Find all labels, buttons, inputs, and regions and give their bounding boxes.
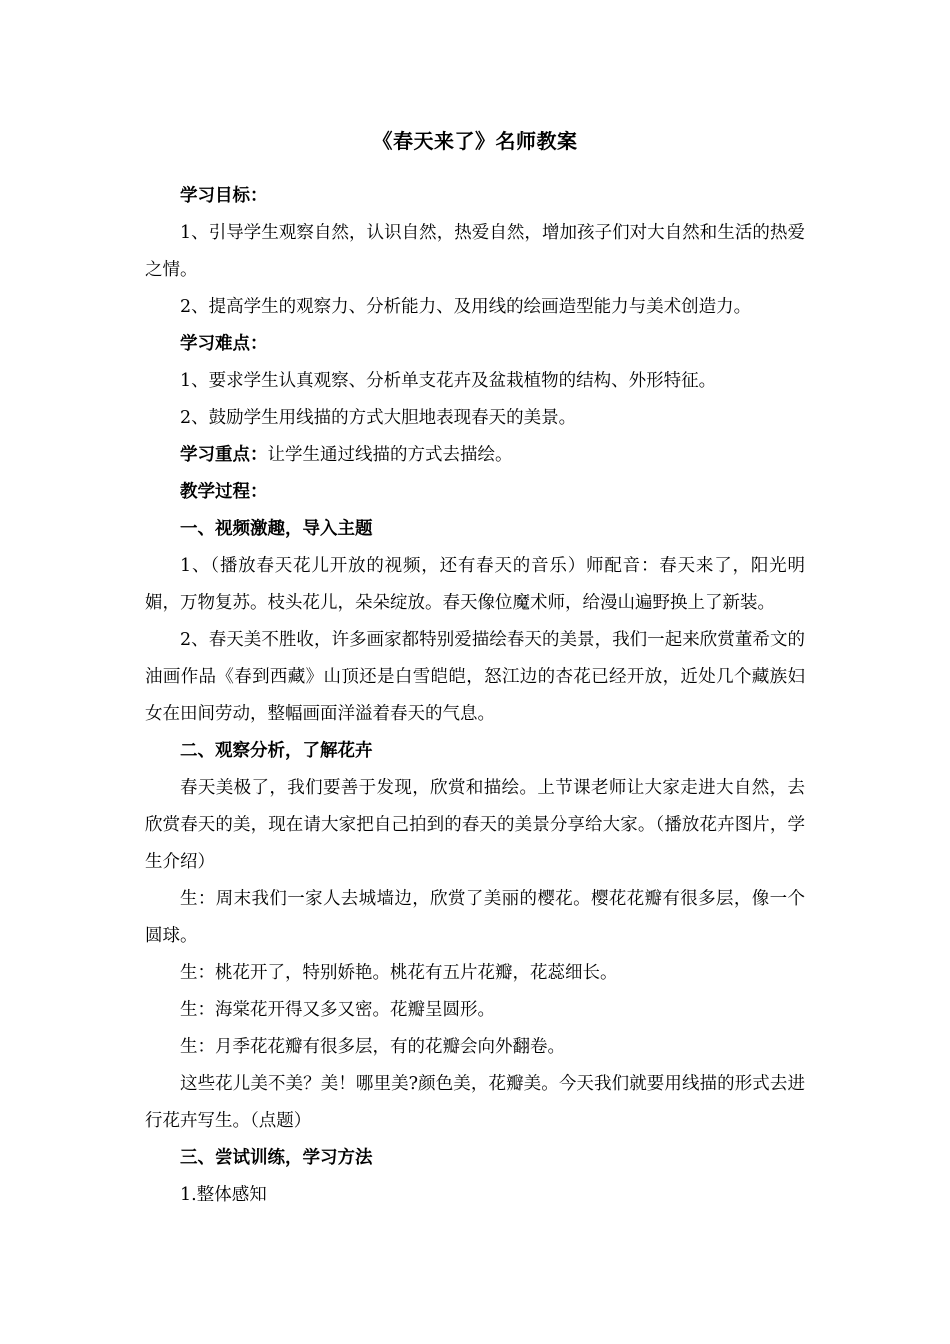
difficulty-1: 1、要求学生认真观察、分析单支花卉及盆栽植物的结构、外形特征。 (180, 371, 717, 391)
section-3-heading: 三、尝试训练，学习方法 (180, 1148, 373, 1168)
section-2-paragraph-2: 生：周末我们一家人去城墙边，欣赏了美丽的樱花。樱花花瓣有很多层，像一个圆球。 (145, 889, 805, 946)
section-2-paragraph-5: 生：月季花花瓣有很多层，有的花瓣会向外翻卷。 (180, 1037, 565, 1057)
section-2-heading: 二、观察分析，了解花卉 (180, 741, 373, 761)
focus-paragraph (145, 437, 805, 474)
document-title: 《春天来了》名师教案 (372, 129, 578, 153)
section-1-paragraph-1: 1、（播放春天花儿开放的视频，还有春天的音乐）师配音：春天来了，阳光明媚，万物复苏。枝头花儿，朵朵绽放。春天像位魔术师，给漫山遍野换上了新装。 (145, 556, 805, 613)
focus-text: 让学生通过线描的方式去描绘。 (267, 445, 513, 465)
section-2-paragraph-6: 这些花儿美不美？美！哪里美?颜色美，花瓣美。今天我们就要用线描的形式去进行花卉写生。（点题） (145, 1074, 805, 1131)
section-2-paragraph-3: 生：桃花开了，特别娇艳。桃花有五片花瓣，花蕊细长。 (180, 963, 618, 983)
difficulty-2: 2、鼓励学生用线描的方式大胆地表现春天的美景。 (180, 408, 577, 428)
section-1-heading: 一、视频激趣，导入主题 (180, 519, 373, 539)
goal-1: 1、引导学生观察自然，认识自然，热爱自然，增加孩子们对大自然和生活的热爱之情。 (145, 223, 805, 280)
section-2-paragraph-4: 生：海棠花开得又多又密。花瓣呈圆形。 (180, 1000, 495, 1020)
difficulty-heading: 学习难点： (180, 334, 268, 354)
process-heading: 教学过程： (180, 482, 268, 502)
section-1-paragraph-2: 2、春天美不胜收，许多画家都特别爱描绘春天的美景，我们一起来欣赏董希文的油画作品《春到西藏》山顶还是白雪皑皑，怒江边的杏花已经开放，近处几个藏族妇女在田间劳动，整幅画面洋溢着春天的气息。 (145, 630, 805, 724)
document-page (145, 126, 805, 1214)
section-3-paragraph-1: 1.整体感知 (180, 1185, 267, 1205)
goals-heading: 学习目标： (180, 186, 268, 206)
focus-label: 学习重点： (180, 445, 268, 465)
goal-2: 2、提高学生的观察力、分析能力、及用线的绘画造型能力与美术创造力。 (180, 297, 752, 317)
section-2-paragraph-1: 春天美极了，我们要善于发现，欣赏和描绘。上节课老师让大家走进大自然，去欣赏春天的美，现在请大家把自己拍到的春天的美景分享给大家。（播放花卉图片，学生介绍） (145, 778, 805, 872)
